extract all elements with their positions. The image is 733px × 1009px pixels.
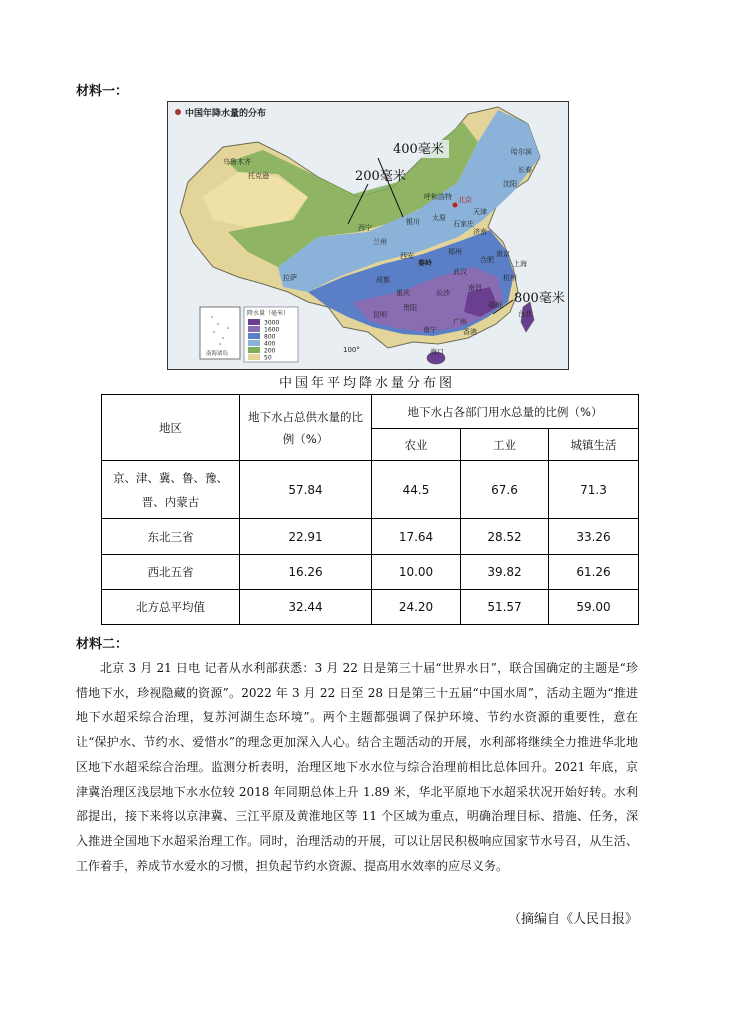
city-label: 昆明 <box>373 311 387 319</box>
cell-agri: 24.20 <box>372 590 461 625</box>
city-label: 托克逊 <box>248 172 269 180</box>
city-label: 香港 <box>463 328 477 336</box>
header-urban-life: 城镇生活 <box>549 429 639 461</box>
city-label: 南宁 <box>423 326 437 334</box>
header-sector-ratio: 地下水占各部门用水总量的比例（%） <box>372 395 639 429</box>
city-label: 拉萨 <box>283 274 297 282</box>
cell-total: 22.91 <box>240 519 372 555</box>
city-label: 北京 <box>458 196 472 204</box>
legend-value: 800 <box>264 333 276 341</box>
city-label: 哈尔滨 <box>511 148 532 156</box>
city-label: 西安 <box>400 252 414 260</box>
cell-agri: 10.00 <box>372 555 461 590</box>
legend-value: 50 <box>264 354 272 362</box>
legend-title: 降水量（毫米） <box>247 310 290 317</box>
city-label: 广州 <box>453 318 467 326</box>
city-label: 石家庄 <box>453 220 474 228</box>
city-label: 乌鲁木齐 <box>223 158 251 166</box>
table-row <box>102 555 639 590</box>
city-label: 台北 <box>518 310 532 318</box>
material-2-label: 材料二： <box>76 637 129 652</box>
article-source: （摘编自《人民日报》 <box>507 912 638 927</box>
legend-swatch <box>248 340 260 346</box>
inset-label: 南海诸岛 <box>206 351 229 357</box>
legend-swatch <box>248 354 260 360</box>
cell-total: 16.26 <box>240 555 372 590</box>
city-label: 南京 <box>496 250 510 258</box>
header-region: 地区 <box>102 395 240 461</box>
precipitation-map <box>167 101 569 370</box>
cell-urban: 33.26 <box>549 519 639 555</box>
map-legend <box>244 307 298 362</box>
news-article-text: 北京 3 月 21 日电 记者从水利部获悉：3 月 22 日是第三十届“世界水日”，联合国确定的主题是“珍惜地下水，珍视隐藏的资源”。2022 年 3 月 22 日至 28 日是第三十五届“中国水周”，活动主题为“推进地下水超采综合治理，复苏河湖生态环境”。两个主题都强调了保护环境、节约水资源的重要性，意在让“保护水、节约水、爱惜水”的理念更加深入人心。结合主题活动的开展，水利部将继续全力推进华北地区地下水超采综合治理。监测分析表明，治理区地下水水位与综合治理前相比总体回升。2021 年底，京津冀治理区浅层地下水水位较 2018 年同期总体上升 1.89 米，华北平原地下水超采状况开始好转。水利部提出，接下来将以京津冀、三江平原及黄淮地区等 11 个区域为重点，明确治理目标、措施、任务，深入推进全国地下水超采治理工作。同时，治理活动的开展，可以让居民积极响应国家节水号召，从生活、工作着手，养成节水爱水的习惯，担负起节约水资源、提高用水效率的应尽义务。 <box>76 661 638 873</box>
legend-swatch <box>248 326 260 332</box>
header-total-ratio: 地下水占总供水量的比例（%） <box>240 395 372 461</box>
city-label: 秦岭 <box>418 259 432 267</box>
isoline-label-200: 200毫米 <box>355 169 406 184</box>
city-label: 济南 <box>473 228 487 236</box>
header-agriculture: 农业 <box>372 429 461 461</box>
south-china-sea-inset <box>200 307 240 359</box>
cell-urban: 61.26 <box>549 555 639 590</box>
city-label: 杭州 <box>503 274 517 282</box>
cell-region: 东北三省 <box>102 519 240 555</box>
table-row <box>102 519 639 555</box>
legend-swatch <box>248 333 260 339</box>
city-label: 武汉 <box>453 268 467 276</box>
title-dot-icon <box>175 109 181 115</box>
city-label: 银川 <box>406 218 420 226</box>
city-label: 重庆 <box>396 289 410 297</box>
precipitation-map-svg <box>168 102 568 369</box>
cell-industry: 51.57 <box>461 590 549 625</box>
city-label: 上海 <box>513 260 527 268</box>
longitude-label: 100° <box>343 346 360 354</box>
cell-region: 京、津、冀、鲁、豫、晋、内蒙古 <box>102 461 240 519</box>
legend-swatch <box>248 319 260 325</box>
city-label: 呼和浩特 <box>424 193 452 201</box>
city-label: 长沙 <box>436 289 450 297</box>
city-label: 南昌 <box>468 284 482 292</box>
legend-value: 3000 <box>264 319 280 327</box>
city-label: 兰州 <box>373 238 387 246</box>
city-label: 天津 <box>473 208 487 216</box>
cell-total: 32.44 <box>240 590 372 625</box>
city-label: 长春 <box>518 166 532 174</box>
table-row <box>102 461 639 519</box>
isoline-label-400: 400毫米 <box>393 142 444 157</box>
cell-urban: 59.00 <box>549 590 639 625</box>
isoline-label-800: 800毫米 <box>514 291 565 306</box>
map-caption: 中国年平均降水量分布图 <box>278 376 455 391</box>
cell-industry: 28.52 <box>461 519 549 555</box>
legend-value: 400 <box>264 340 276 348</box>
cell-region: 西北五省 <box>102 555 240 590</box>
city-label: 合肥 <box>480 256 494 264</box>
city-label: 西宁 <box>358 224 372 232</box>
cell-agri: 44.5 <box>372 461 461 519</box>
groundwater-table <box>101 394 639 625</box>
city-label: 海口 <box>430 348 444 356</box>
material-1-label: 材料一： <box>76 84 129 99</box>
capital-star-icon <box>453 203 458 208</box>
legend-value: 1600 <box>264 326 280 334</box>
map-title: 中国年降水量的分布 <box>185 109 267 119</box>
legend-value: 200 <box>264 347 276 355</box>
cell-urban: 71.3 <box>549 461 639 519</box>
header-industry: 工业 <box>461 429 549 461</box>
city-label: 郑州 <box>448 248 462 256</box>
city-label: 沈阳 <box>503 180 517 188</box>
cell-agri: 17.64 <box>372 519 461 555</box>
legend-swatch <box>248 347 260 353</box>
cell-industry: 67.6 <box>461 461 549 519</box>
city-label: 贵阳 <box>403 304 417 312</box>
city-label: 成都 <box>376 276 390 284</box>
table-row <box>102 590 639 625</box>
cell-industry: 39.82 <box>461 555 549 590</box>
city-label: 太原 <box>432 214 446 222</box>
cell-region: 北方总平均值 <box>102 590 240 625</box>
cell-total: 57.84 <box>240 461 372 519</box>
city-label: 福州 <box>488 301 502 309</box>
